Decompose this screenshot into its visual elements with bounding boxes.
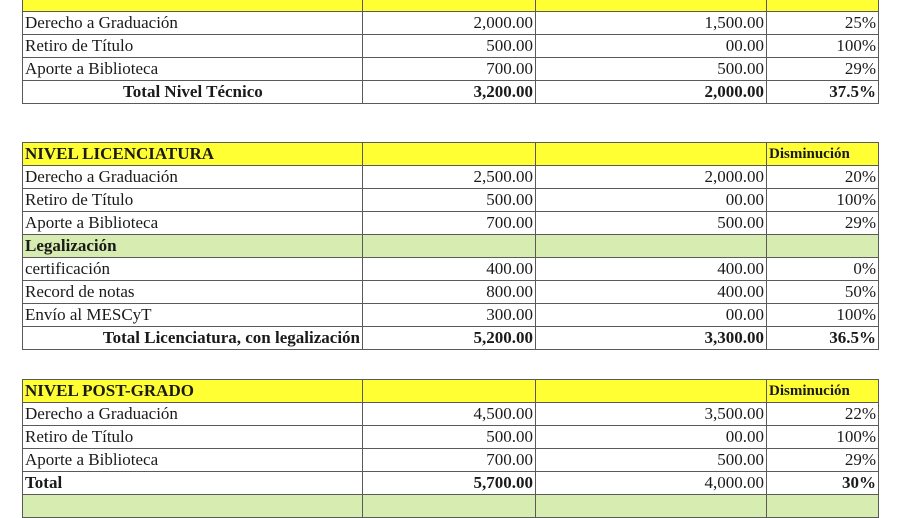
total-after: 4,000.00 — [536, 472, 767, 495]
row-label: Aporte a Biblioteca — [23, 212, 363, 235]
total-row — [23, 81, 879, 104]
section-title: NIVEL POST-GRADO — [23, 380, 363, 403]
row-label: Retiro de Título — [23, 35, 363, 58]
amount-after: 500.00 — [536, 212, 767, 235]
total-label: Total Nivel Técnico — [23, 81, 363, 104]
row-label: Retiro de Título — [23, 426, 363, 449]
decrease-pct: 29% — [767, 212, 879, 235]
row-label: Envío al MESCyT — [23, 304, 363, 327]
table-row — [23, 35, 879, 58]
table-row — [23, 495, 879, 518]
total-before: 5,700.00 — [363, 472, 536, 495]
amount-before: 800.00 — [363, 281, 536, 304]
total-pct: 30% — [767, 472, 879, 495]
tecnico-header-cell — [23, 0, 363, 12]
total-label: Total — [23, 472, 363, 495]
total-pct: 36.5% — [767, 327, 879, 350]
amount-after: 400.00 — [536, 258, 767, 281]
row-label: Derecho a Graduación — [23, 403, 363, 426]
decrease-pct: 29% — [767, 58, 879, 81]
amount-before: 700.00 — [363, 58, 536, 81]
subsection-title: Legalización — [23, 235, 363, 258]
amount-after: 2,000.00 — [536, 166, 767, 189]
row-label: Derecho a Graduación — [23, 12, 363, 35]
table-row — [23, 189, 879, 212]
amount-before: 700.00 — [363, 212, 536, 235]
table-row — [23, 304, 879, 327]
legalizacion-header-row — [23, 235, 879, 258]
decrease-pct: 100% — [767, 35, 879, 58]
decrease-pct: 0% — [767, 258, 879, 281]
table-row — [23, 166, 879, 189]
decrease-pct: 50% — [767, 281, 879, 304]
licenciatura-table — [22, 142, 879, 350]
amount-before: 4,500.00 — [363, 403, 536, 426]
amount-after: 00.00 — [536, 304, 767, 327]
amount-after: 3,500.00 — [536, 403, 767, 426]
total-row — [23, 472, 879, 495]
section-title: NIVEL LICENCIATURA — [23, 143, 363, 166]
table-row — [23, 403, 879, 426]
row-label: Retiro de Título — [23, 189, 363, 212]
amount-before: 500.00 — [363, 189, 536, 212]
amount-before: 400.00 — [363, 258, 536, 281]
row-label: certificación — [23, 258, 363, 281]
total-label: Total Licenciatura, con legalización — [23, 327, 363, 350]
amount-before: 700.00 — [363, 449, 536, 472]
amount-after: 00.00 — [536, 189, 767, 212]
decrease-pct: 29% — [767, 449, 879, 472]
decrease-pct: 100% — [767, 189, 879, 212]
total-after: 2,000.00 — [536, 81, 767, 104]
row-label: Record de notas — [23, 281, 363, 304]
licenciatura-header-row — [23, 143, 879, 166]
row-label: Derecho a Graduación — [23, 166, 363, 189]
amount-after: 500.00 — [536, 58, 767, 81]
table-row — [23, 449, 879, 472]
amount-before: 2,000.00 — [363, 12, 536, 35]
total-row — [23, 327, 879, 350]
amount-after: 500.00 — [536, 449, 767, 472]
decrease-pct: 25% — [767, 12, 879, 35]
tecnico-header-row — [23, 0, 879, 12]
row-label: Aporte a Biblioteca — [23, 449, 363, 472]
amount-before: 2,500.00 — [363, 166, 536, 189]
decrease-pct: 100% — [767, 304, 879, 327]
table-row — [23, 426, 879, 449]
table-row — [23, 212, 879, 235]
amount-before: 500.00 — [363, 35, 536, 58]
amount-after: 400.00 — [536, 281, 767, 304]
decrease-column-header: Disminución — [767, 143, 879, 166]
total-pct: 37.5% — [767, 81, 879, 104]
decrease-pct: 22% — [767, 403, 879, 426]
decrease-pct: 100% — [767, 426, 879, 449]
amount-before: 500.00 — [363, 426, 536, 449]
postgrado-table — [22, 379, 879, 518]
table-row — [23, 12, 879, 35]
amount-after: 00.00 — [536, 35, 767, 58]
decrease-pct: 20% — [767, 166, 879, 189]
table-row — [23, 281, 879, 304]
total-before: 3,200.00 — [363, 81, 536, 104]
amount-after: 1,500.00 — [536, 12, 767, 35]
total-before: 5,200.00 — [363, 327, 536, 350]
decrease-column-header: Disminución — [767, 380, 879, 403]
amount-after: 00.00 — [536, 426, 767, 449]
amount-before: 300.00 — [363, 304, 536, 327]
total-after: 3,300.00 — [536, 327, 767, 350]
table-row — [23, 58, 879, 81]
postgrado-header-row — [23, 380, 879, 403]
row-label: Aporte a Biblioteca — [23, 58, 363, 81]
tecnico-table — [22, 0, 879, 104]
table-row — [23, 258, 879, 281]
